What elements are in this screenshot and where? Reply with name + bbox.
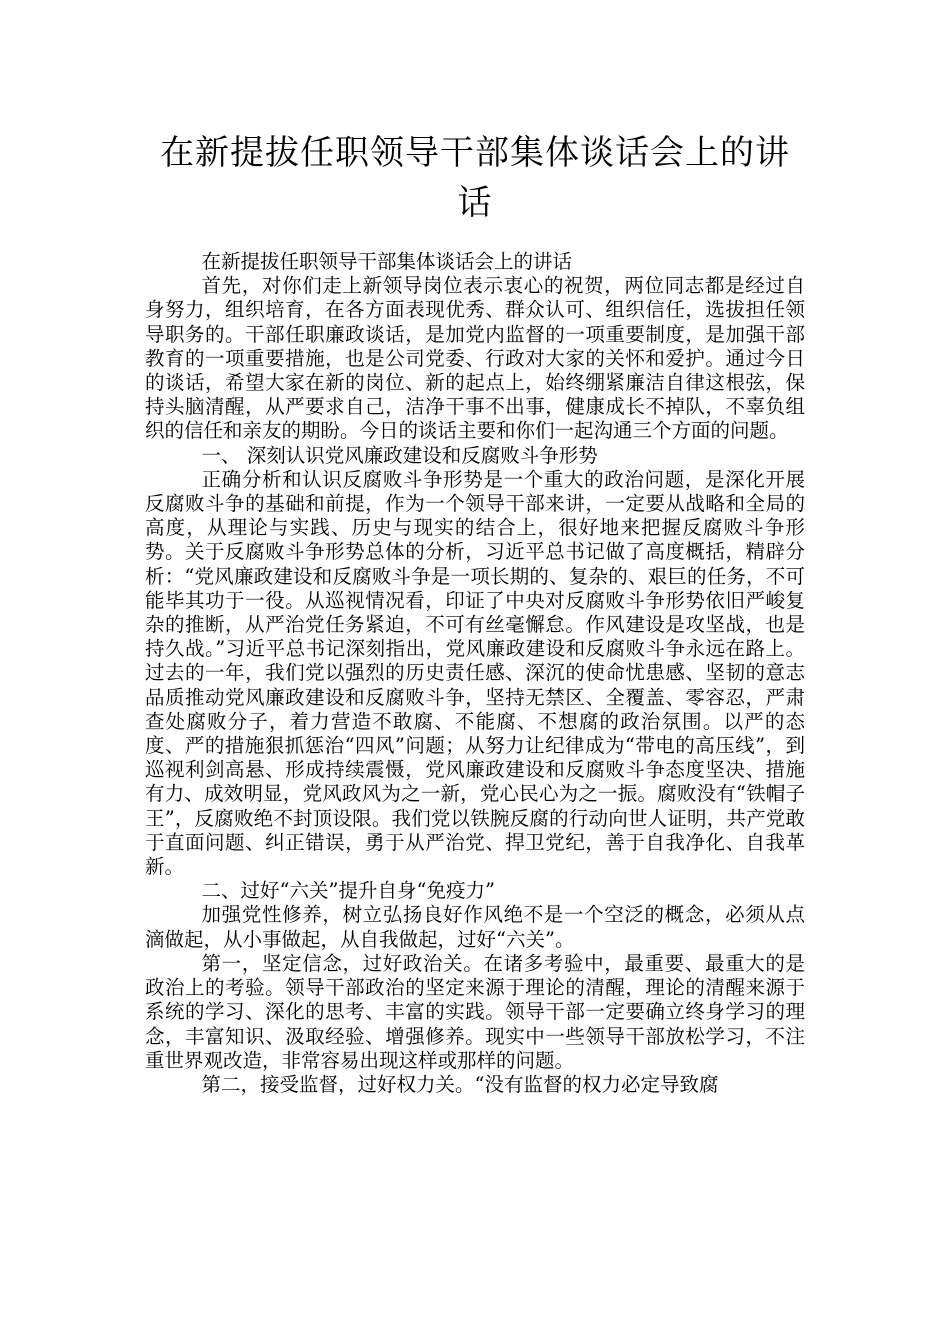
paragraph-second-pass: 第二，接受监督，过好权力关。“没有监督的权力必定导致腐 [201,1072,719,1096]
paragraph-six-passes: 加强党性修养，树立弘扬良好作风绝不是一个空泛的概念，必须从点滴做起，从小事做起，从自我做起，过好“六关”。 [145,903,805,951]
paragraph-subtitle: 在新提拔任职领导干部集体谈话会上的讲话 [201,250,573,273]
section-heading-2: 二、过好“六关”提升自身“免疫力” [201,879,495,903]
document-title: 在新提拔任职领导干部集体谈话会上的讲话 [160,133,790,223]
paragraph-section-1: 正确分析和认识反腐败斗争形势是一个重大的政治问题，是深化开展反腐败斗争的基础和前提，作为一个领导干部来讲，一定要从战略和全局的高度，从理论与实践、历史与现实的结合上，很好地来把握反腐败斗争形势。关于反腐败斗争形势总体的分析，习近平总书记做了高度概括，精辟分析：“党风廉政建设和反腐败斗争是一项长期的、复杂的、艰巨的任务，不可能毕其功于一役。从巡视情况看，印证了中央对反腐败斗争形势依旧严峻复杂的推断，从严治党任务紧迫，不可有丝毫懈怠。作风建设是攻坚战，也是持久战。”习近平总书记深刻指出，党风廉政建设和反腐败斗争永远在路上。过去的一年，我们党以强烈的历史责任感、深沉的使命忧患感、坚韧的意志品质推动党风廉政建设和反腐败斗争，坚持无禁区、全覆盖、零容忍，严肃查处腐败分子，着力营造不敢腐、不能腐、不想腐的政治氛围。以严的态度、严的措施狠抓惩治“四风”问题；从努力让纪律成为“带电的高压线”，到巡视利剑高悬、形成持续震慑，党风廉政建设和反腐败斗争态度坚决、措施有力、成效明显，党风政风为之一新，党心民心为之一振。腐败没有“铁帽子王”，反腐败绝不封顶设限。我们党以铁腕反腐的行动向世人证明，共产党敢于直面问题、纠正错误，勇于从严治党、捍卫党纪，善于自我净化、自我革新。 [145,467,805,879]
section-heading-1: 一、 深刻认识党风廉政建设和反腐败斗争形势 [201,443,598,467]
paragraph-first-pass: 第一，坚定信念，过好政治关。在诸多考验中，最重要、最重大的是政治上的考验。领导干部政治的坚定来源于理论的清醒，理论的清醒来源于系统的学习、深化的思考、丰富的实践。领导干部一定要确立终身学习的理念，丰富知识、汲取经验、增强修养。现实中一些领导干部放松学习，不注重世界观改造，非常容易出现这样或那样的问题。 [145,951,805,1072]
document-body [145,250,805,1097]
paragraph-intro: 首先，对你们走上新领导岗位表示衷心的祝贺，两位同志都是经过自身努力，组织培育，在各方面表现优秀、群众认可、组织信任，选拔担任领导职务的。干部任职廉政谈话，是加党内监督的一项重要制度，是加强干部教育的一项重要措施，也是公司党委、行政对大家的关怀和爱护。通过今日的谈话，希望大家在新的岗位、新的起点上，始终绷紧廉洁自律这根弦，保持头脑清醒，从严要求自己，洁净干事不出事，健康成长不掉队，不辜负组织的信任和亲友的期盼。今日的谈话主要和你们一起沟通三个方面的问题。 [145,274,805,443]
